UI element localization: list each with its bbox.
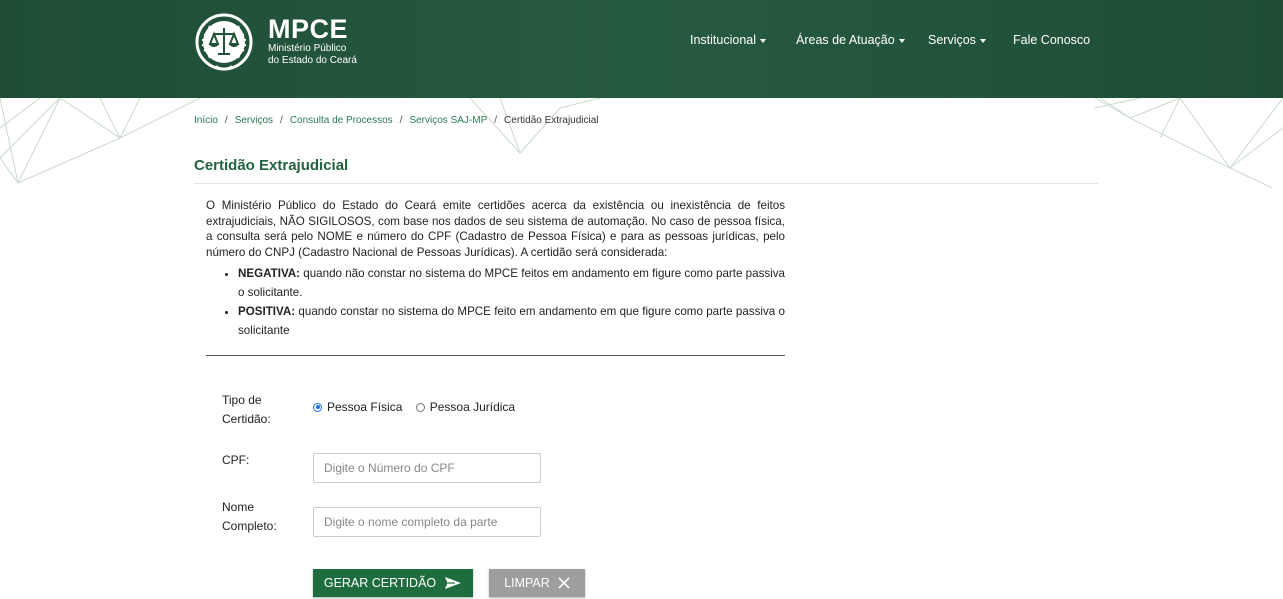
- radio-checked-icon[interactable]: [313, 403, 322, 412]
- cpf-input[interactable]: [313, 453, 541, 483]
- breadcrumb-separator: /: [280, 115, 283, 126]
- nome-completo-label-line1: Nome: [222, 500, 255, 514]
- breadcrumb-separator: /: [494, 115, 498, 126]
- nav-item-label: Institucional: [690, 33, 757, 47]
- nav-item-areas-de-atuacao[interactable]: [796, 33, 905, 47]
- logo-subtitle-line2: do Estado do Ceará: [268, 55, 357, 66]
- breadcrumb-separator: /: [399, 115, 403, 126]
- nav-item-servicos[interactable]: [928, 33, 986, 47]
- radio-label: Pessoa Física: [327, 400, 403, 414]
- content-divider: [206, 355, 785, 356]
- site-header: [0, 0, 1283, 98]
- intro-text-block: [206, 198, 785, 340]
- breadcrumb-separator: /: [224, 115, 228, 126]
- nav-item-label: Serviços: [928, 33, 976, 47]
- nome-completo-label-line2: Completo:: [222, 519, 277, 533]
- gerar-certidao-button[interactable]: [313, 569, 473, 597]
- nav-item-label: Fale Conosco: [1013, 33, 1091, 47]
- breadcrumb-current: Certidão Extrajudicial: [504, 115, 599, 126]
- logo-title: MPCE: [268, 14, 349, 44]
- title-divider: [194, 183, 1098, 184]
- radio-label: Pessoa Jurídica: [429, 400, 516, 414]
- nav-item-label: Áreas de Atuação: [796, 33, 895, 47]
- tipo-certidao-label-line2: Certidão:: [222, 412, 271, 426]
- breadcrumb-link-consulta-de-processos[interactable]: Consulta de Processos: [289, 115, 393, 126]
- logo-subtitle-line1: Ministério Público: [268, 43, 347, 54]
- list-item-term: POSITIVA:: [238, 305, 296, 319]
- certidao-types-list: [206, 264, 785, 340]
- nav-item-institucional[interactable]: [690, 33, 766, 47]
- tipo-certidao-radio-group: [313, 400, 525, 415]
- limpar-label: LIMPAR: [504, 576, 550, 590]
- nome-completo-label: [222, 498, 302, 536]
- caret-down-icon: [899, 39, 905, 43]
- list-item-positiva: [238, 302, 785, 340]
- list-item-negativa: [238, 264, 785, 302]
- radio-pessoa-juridica[interactable]: [416, 400, 515, 414]
- list-item-text: quando constar no sistema do MPCE feito em andamento em que figure como parte passiva o solicitante: [238, 305, 785, 338]
- tipo-certidao-label-line1: Tipo de: [222, 393, 262, 407]
- radio-unchecked-icon[interactable]: [416, 403, 425, 412]
- nome-completo-input[interactable]: [313, 507, 541, 537]
- intro-paragraph: O Ministério Público do Estado do Ceará emite certidões acerca da existência ou inexistência de feitos extrajudiciais, NÃO SIGILOSOS, com base nos dados de seu sistema de automação. No caso de pessoa física, a consulta será pelo NOME e número do CPF (Cadastro de Pessoa Física) e para as pessoas jurídicas, pelo número do CNPJ (Cadastro Nacional de Pessoas Jurídicas). A certidão será considerada:: [206, 199, 785, 259]
- decorative-background-lines: [0, 98, 1283, 188]
- page-title: Certidão Extrajudicial: [194, 157, 349, 174]
- send-icon: [444, 576, 462, 590]
- tipo-certidao-label: [222, 391, 302, 429]
- breadcrumb-link-inicio[interactable]: Início: [194, 115, 218, 126]
- list-item-text: quando não constar no sistema do MPCE feitos em andamento em figure como parte passiva o solicitante.: [238, 267, 785, 300]
- nav-item-fale-conosco[interactable]: [1013, 33, 1090, 47]
- caret-down-icon: [980, 39, 986, 43]
- gerar-certidao-label: GERAR CERTIDÃO: [323, 576, 437, 590]
- limpar-button[interactable]: [489, 569, 585, 597]
- list-item-term: NEGATIVA:: [238, 267, 301, 281]
- mpce-emblem-icon: [194, 12, 258, 74]
- radio-pessoa-fisica[interactable]: [313, 400, 402, 414]
- close-icon: [558, 577, 570, 589]
- breadcrumb-link-servicos[interactable]: Serviços: [234, 115, 274, 126]
- site-logo[interactable]: [194, 12, 364, 74]
- cpf-label: CPF:: [222, 453, 250, 467]
- logo-subtitle: [268, 43, 368, 67]
- breadcrumb-link-servicos-saj-mp[interactable]: Serviços SAJ-MP: [409, 115, 488, 126]
- caret-down-icon: [760, 39, 766, 43]
- breadcrumb: [194, 115, 599, 126]
